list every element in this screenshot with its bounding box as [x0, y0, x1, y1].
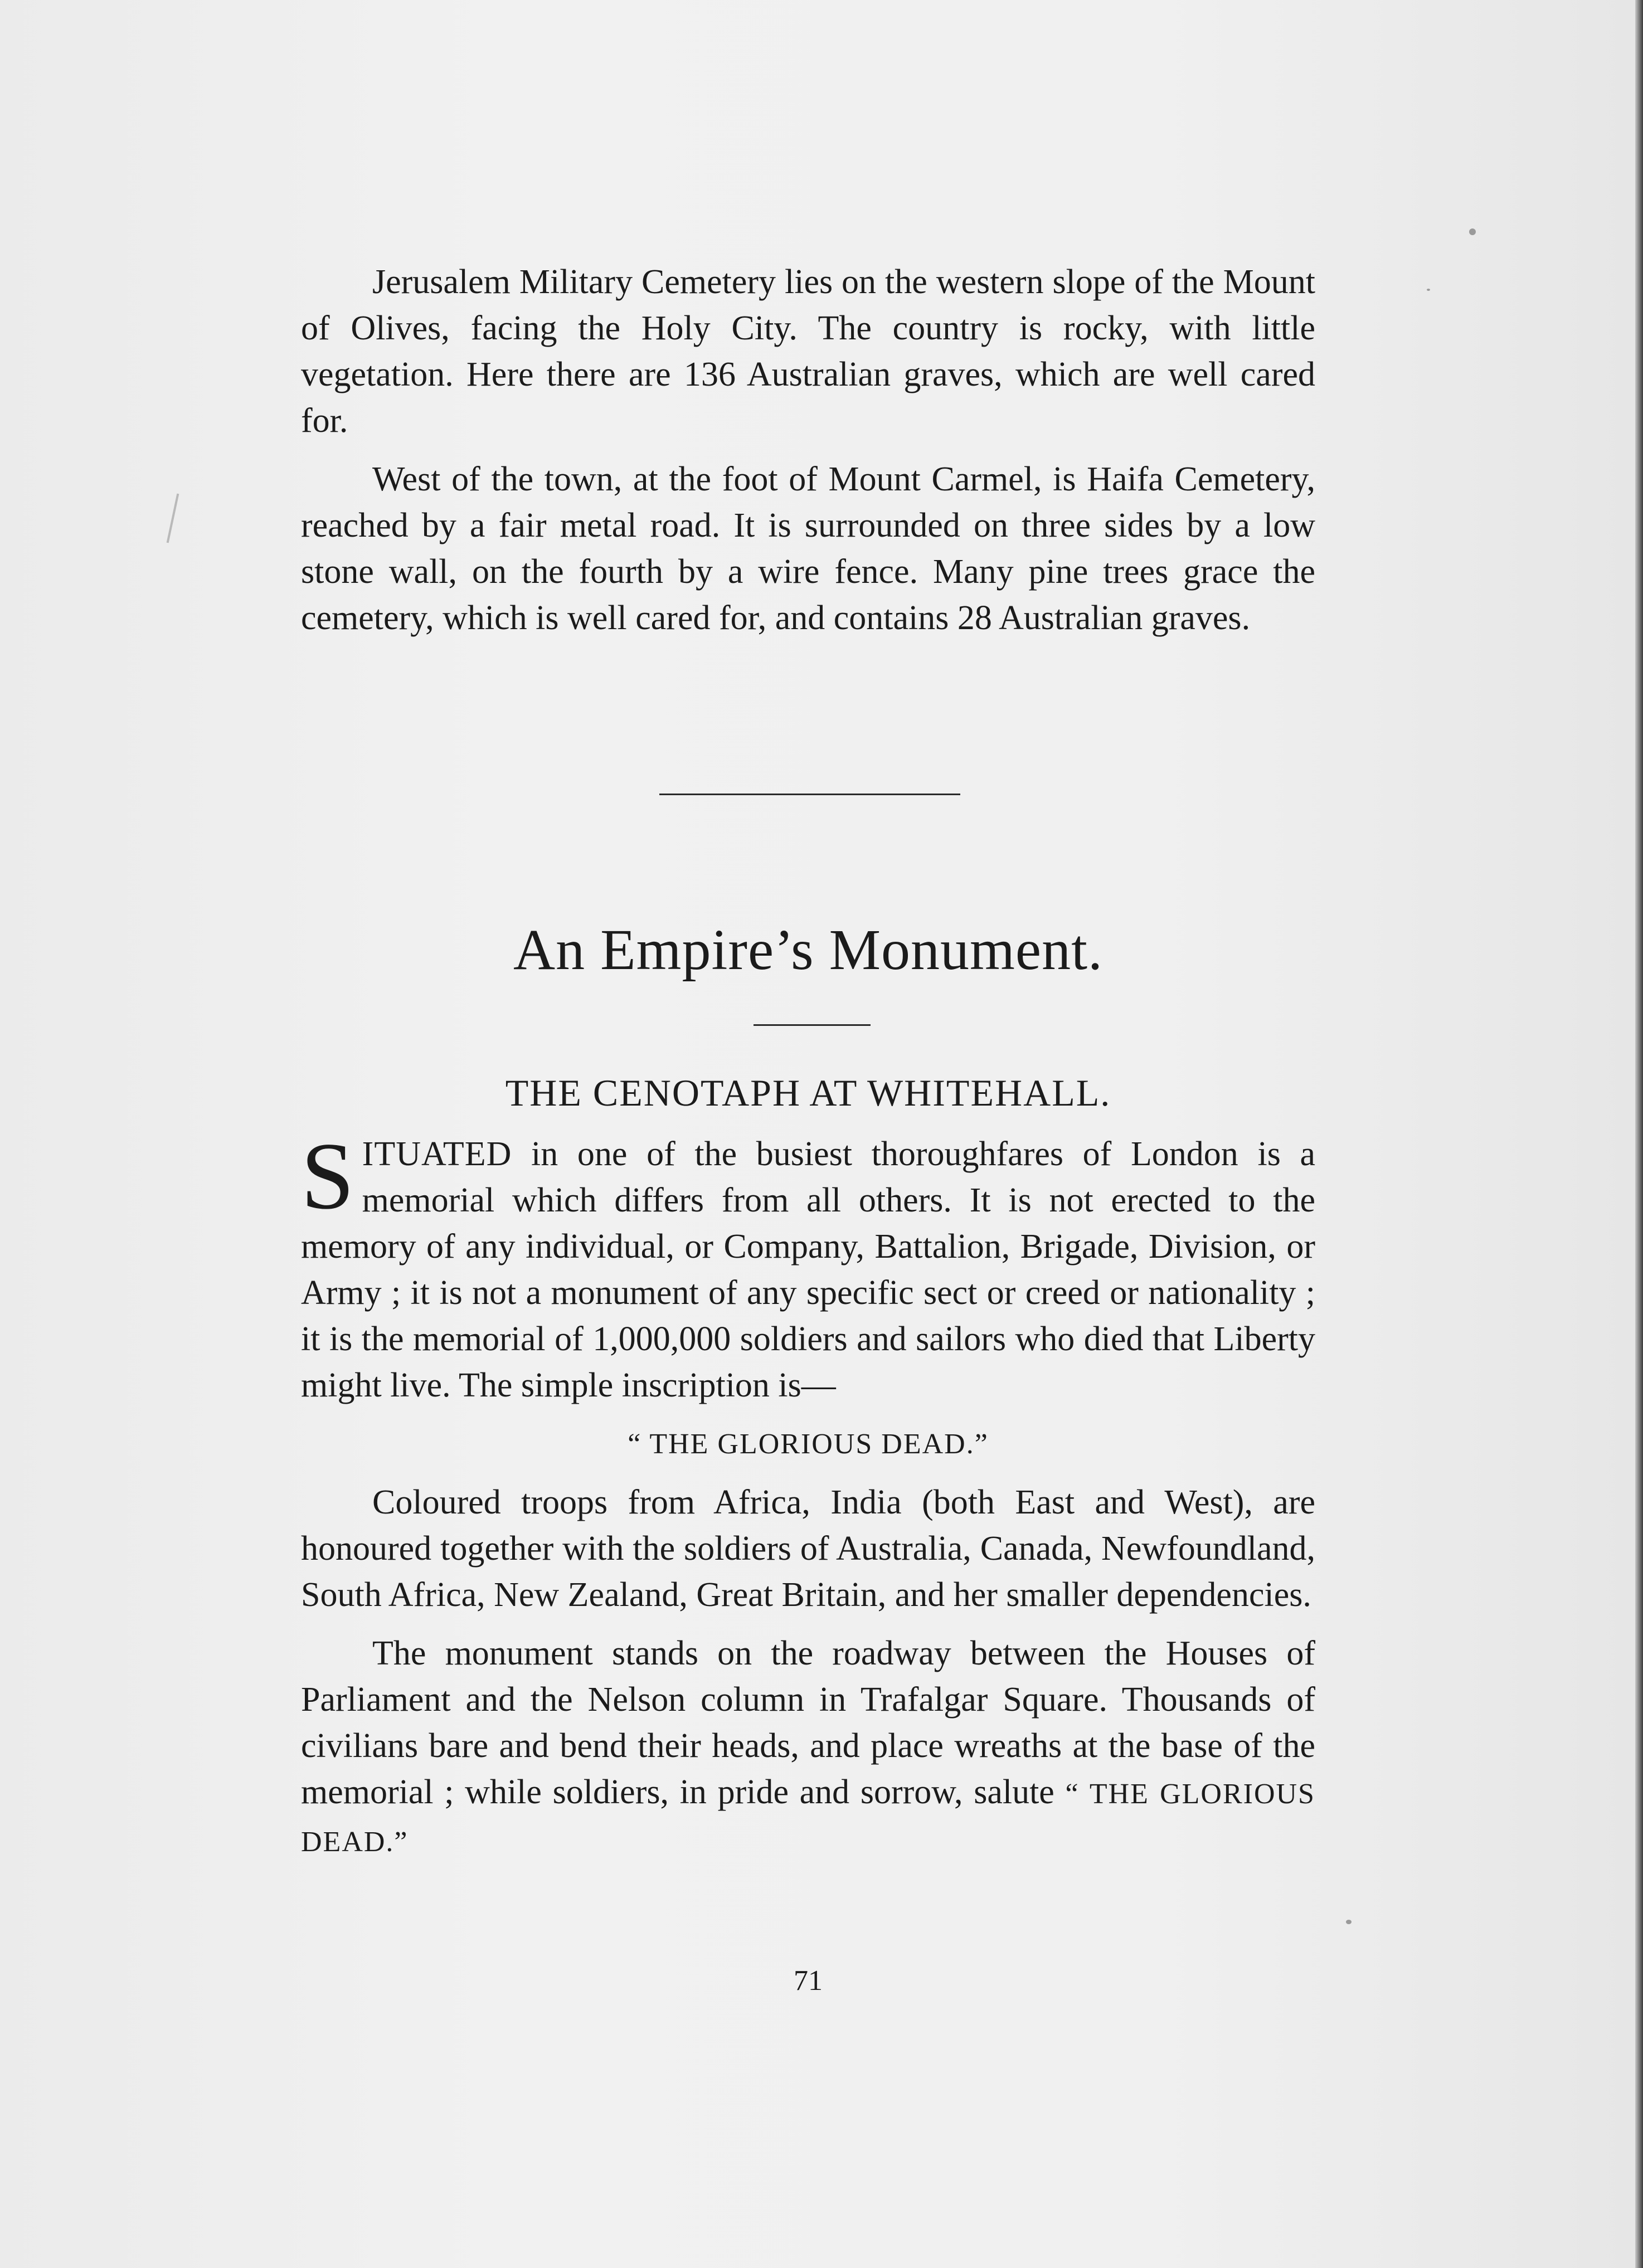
- paper-speck: [1427, 289, 1430, 291]
- cemetery-paragraphs: [301, 259, 1315, 641]
- page-edge-shadow: [1635, 0, 1643, 2268]
- cenotaph-paragraph-1: [301, 1123, 1315, 1409]
- margin-pencil-mark: [167, 494, 179, 543]
- page-number: 71: [794, 1965, 823, 1997]
- paragraph-3-inscription: “ THE GLORIOUS DEAD.”: [301, 1778, 1315, 1858]
- paragraph-3-text: The monument stands on the roadway between the Houses of Parliament and the Nelson column in Trafalgar Square. Thousands of civilians bare and bend their heads, and place wreaths at the base of the memorial ; while soldiers, in pride and sorrow, salute: [301, 1634, 1315, 1811]
- paper-speck: [1346, 1920, 1352, 1924]
- cenotaph-article-body: [301, 1123, 1315, 1865]
- jerusalem-paragraph: Jerusalem Military Cemetery lies on the western slope of the Mount of Olives, facing the Holy City. The country is rocky, with little vegetation. Here there are 136 Australian graves, which are well cared for.: [301, 263, 1315, 440]
- cenotaph-paragraph-3: [301, 1631, 1315, 1865]
- section-divider: [659, 794, 960, 795]
- article-title: An Empire’s Monument.: [513, 918, 1103, 982]
- haifa-paragraph: West of the town, at the foot of Mount Carmel, is Haifa Cemetery, reached by a fair metal road. It is surrounded on three sides by a low stone wall, on the fourth by a wire fence. Many pine trees grace the cemetery, which is well cared for, and contains 28 Australian graves.: [301, 460, 1315, 637]
- paragraph-1-text: in one of the busiest thoroughfares of London is a memorial which differs from all others. It is not erected to the memory of any individual, or Company, Battalion, Brigade, Division, or Army ; it is not a monument of any specific sect or creed or nationality ; it is the memorial of 1,000,000 soldiers and sailors who died that Liberty might live. The simple inscription is—: [301, 1135, 1315, 1404]
- cenotaph-paragraph-2: Coloured troops from Africa, India (both East and West), are honoured together with the soldiers of Australia, Canada, Newfoundland, South Africa, New Zealand, Great Britain, and her smaller dependencies.: [301, 1483, 1315, 1614]
- article-subtitle: THE CENOTAPH AT WHITEHALL.: [505, 1072, 1111, 1114]
- title-underline: [754, 1024, 871, 1026]
- paper-speck: [1469, 228, 1476, 235]
- lead-capitals: ITUATED: [362, 1135, 512, 1173]
- inscription-line: “ THE GLORIOUS DEAD.”: [628, 1428, 989, 1460]
- drop-cap: S: [301, 1123, 354, 1229]
